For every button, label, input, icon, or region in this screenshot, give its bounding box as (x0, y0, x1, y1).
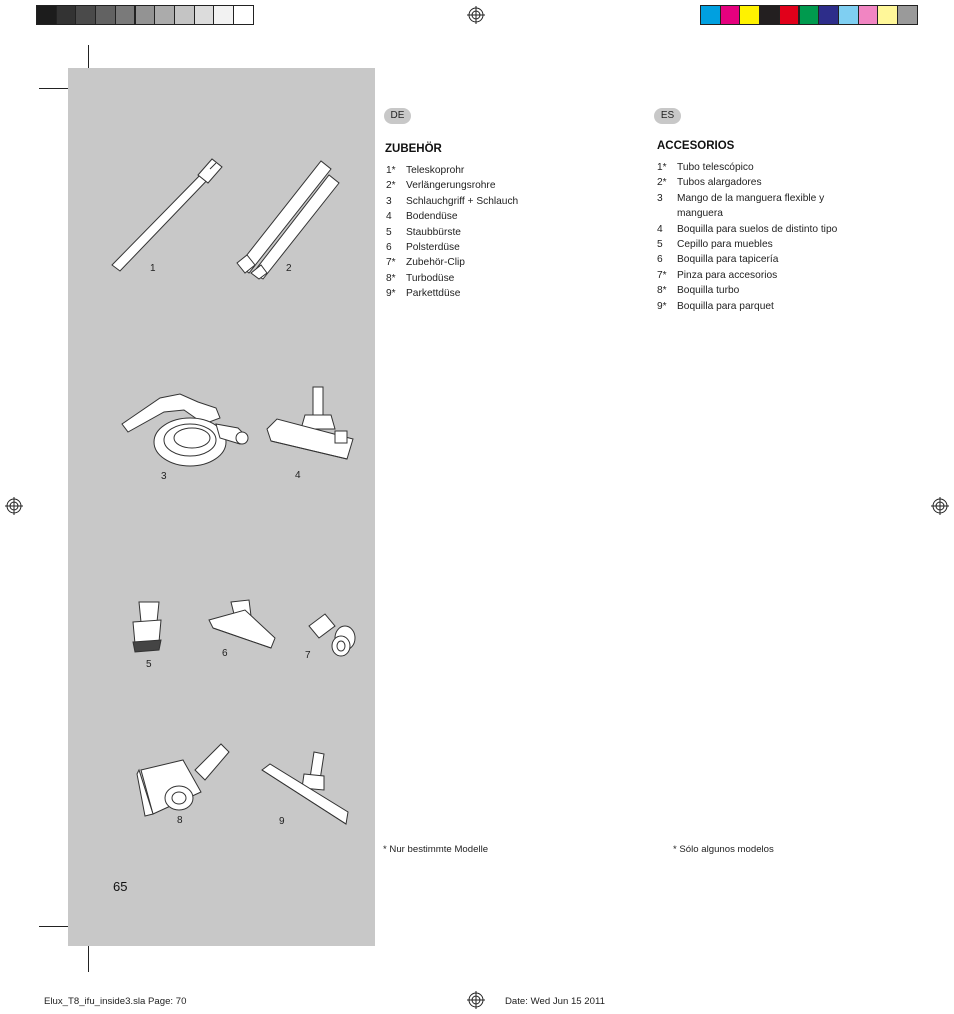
list-item-text: Boquilla para suelos de distinto tipo (677, 223, 838, 235)
accessory-list-es (657, 160, 867, 314)
color-swatch (174, 5, 195, 25)
registration-mark-icon (467, 991, 485, 1009)
list-item-number: 6 (657, 254, 663, 266)
list-item-number: 6 (386, 242, 392, 254)
accessory-clip-illustration (305, 608, 360, 658)
list-item-text: Schlauchgriff + Schlauch (406, 195, 519, 207)
list-item-number: 7* (386, 257, 396, 269)
list-item-number: 8* (386, 272, 396, 284)
list-item-text: Bodendüse (406, 211, 458, 223)
list-item-text: Boquilla turbo (677, 285, 740, 297)
color-swatch (759, 5, 780, 25)
registration-mark-icon (467, 6, 485, 24)
list-item-number: 1* (657, 162, 667, 173)
list-item-text: Parkettdüse (406, 288, 461, 300)
list-item (657, 237, 867, 252)
list-item (657, 252, 867, 267)
list-item-text: Polsterdüse (406, 242, 460, 254)
slug-filename: Elux_T8_ifu_inside3.sla Page: 70 (44, 996, 187, 1007)
list-item-text: Boquilla para parquet (677, 300, 774, 312)
color-swatch (877, 5, 898, 25)
figure-label-4: 4 (295, 470, 301, 481)
extension-tubes-illustration (235, 155, 345, 280)
color-swatch (720, 5, 741, 25)
color-swatch (700, 5, 721, 25)
color-swatch (779, 5, 800, 25)
upholstery-nozzle-illustration (205, 598, 280, 658)
list-item-number: 9* (386, 288, 396, 300)
list-item (657, 160, 867, 175)
list-item-number: 8* (657, 285, 667, 297)
list-item-number: 5 (657, 239, 663, 251)
list-item (386, 225, 556, 240)
parquet-nozzle-illustration (258, 750, 353, 830)
floor-nozzle-illustration (265, 385, 360, 465)
color-swatch (115, 5, 136, 25)
color-swatch (95, 5, 116, 25)
list-item (386, 240, 556, 255)
color-swatch (213, 5, 234, 25)
list-item-number: 4 (386, 211, 392, 223)
figure-label-3: 3 (161, 471, 167, 482)
color-swatch (75, 5, 96, 25)
color-swatch (135, 5, 156, 25)
section-title-es: ACCESORIOS (657, 140, 735, 152)
figure-label-2: 2 (286, 263, 292, 274)
figure-label-6: 6 (222, 648, 228, 659)
list-item-number: 2* (657, 177, 667, 189)
hose-illustration (120, 380, 255, 475)
list-item (386, 286, 556, 301)
registration-mark-icon (931, 497, 949, 515)
figure-label-1: 1 (150, 263, 156, 274)
footnote-es: * Sólo algunos modelos (673, 844, 774, 855)
color-swatch (36, 5, 57, 25)
list-item (657, 299, 867, 314)
list-item (657, 222, 867, 237)
list-item (386, 194, 556, 209)
page-number: 65 (113, 879, 128, 894)
list-item (386, 163, 556, 178)
footnote-de: * Nur bestimmte Modelle (383, 844, 489, 855)
list-item (386, 178, 556, 193)
list-item-number: 7* (657, 269, 667, 281)
list-item-text: Teleskoprohr (406, 165, 465, 176)
list-item-number: 1* (386, 165, 396, 176)
list-item (657, 268, 867, 283)
list-item (386, 209, 556, 224)
figure-label-8: 8 (177, 815, 183, 826)
list-item-text: Boquilla para tapicería (677, 254, 779, 266)
accessory-list-de (386, 163, 556, 302)
list-item-number: 3 (386, 195, 392, 207)
section-title-de: ZUBEHÖR (385, 143, 442, 155)
list-item-text: Staubbürste (406, 226, 461, 238)
color-swatch (739, 5, 760, 25)
figure-label-7: 7 (305, 650, 311, 661)
list-item (386, 271, 556, 286)
list-item-number: 4 (657, 223, 663, 235)
language-badge-es: ES (654, 108, 681, 124)
list-item (657, 175, 867, 190)
color-swatch (56, 5, 77, 25)
list-item-text: Tubo telescópico (677, 162, 754, 173)
list-item-text: Tubos alargadores (677, 177, 762, 189)
color-swatch (194, 5, 215, 25)
list-item-number: 9* (657, 300, 667, 312)
list-item (386, 255, 556, 270)
list-item-number: 5 (386, 226, 392, 238)
slug-date: Date: Wed Jun 15 2011 (505, 996, 605, 1007)
list-item (657, 191, 867, 222)
list-item-text: Turbodüse (406, 272, 455, 284)
language-badge-de: DE (384, 108, 411, 124)
color-swatch (799, 5, 820, 25)
registration-mark-icon (5, 497, 23, 515)
color-swatch (858, 5, 879, 25)
figure-label-9: 9 (279, 816, 285, 827)
list-item-text: Verlängerungsrohre (406, 180, 496, 192)
dusting-brush-illustration (125, 598, 165, 658)
figure-label-5: 5 (146, 659, 152, 670)
list-item-text: Mango de la manguera flexible y manguera (677, 192, 825, 220)
list-item-number: 2* (386, 180, 396, 192)
color-swatch (154, 5, 175, 25)
list-item (657, 283, 867, 298)
color-swatch (838, 5, 859, 25)
list-item-number: 3 (657, 192, 663, 204)
color-swatch (897, 5, 918, 25)
color-swatch (818, 5, 839, 25)
list-item-text: Cepillo para muebles (677, 239, 773, 251)
list-item-text: Zubehör-Clip (406, 257, 465, 269)
color-swatch (233, 5, 254, 25)
list-item-text: Pinza para accesorios (677, 269, 778, 281)
telescopic-tube-illustration (110, 155, 230, 275)
